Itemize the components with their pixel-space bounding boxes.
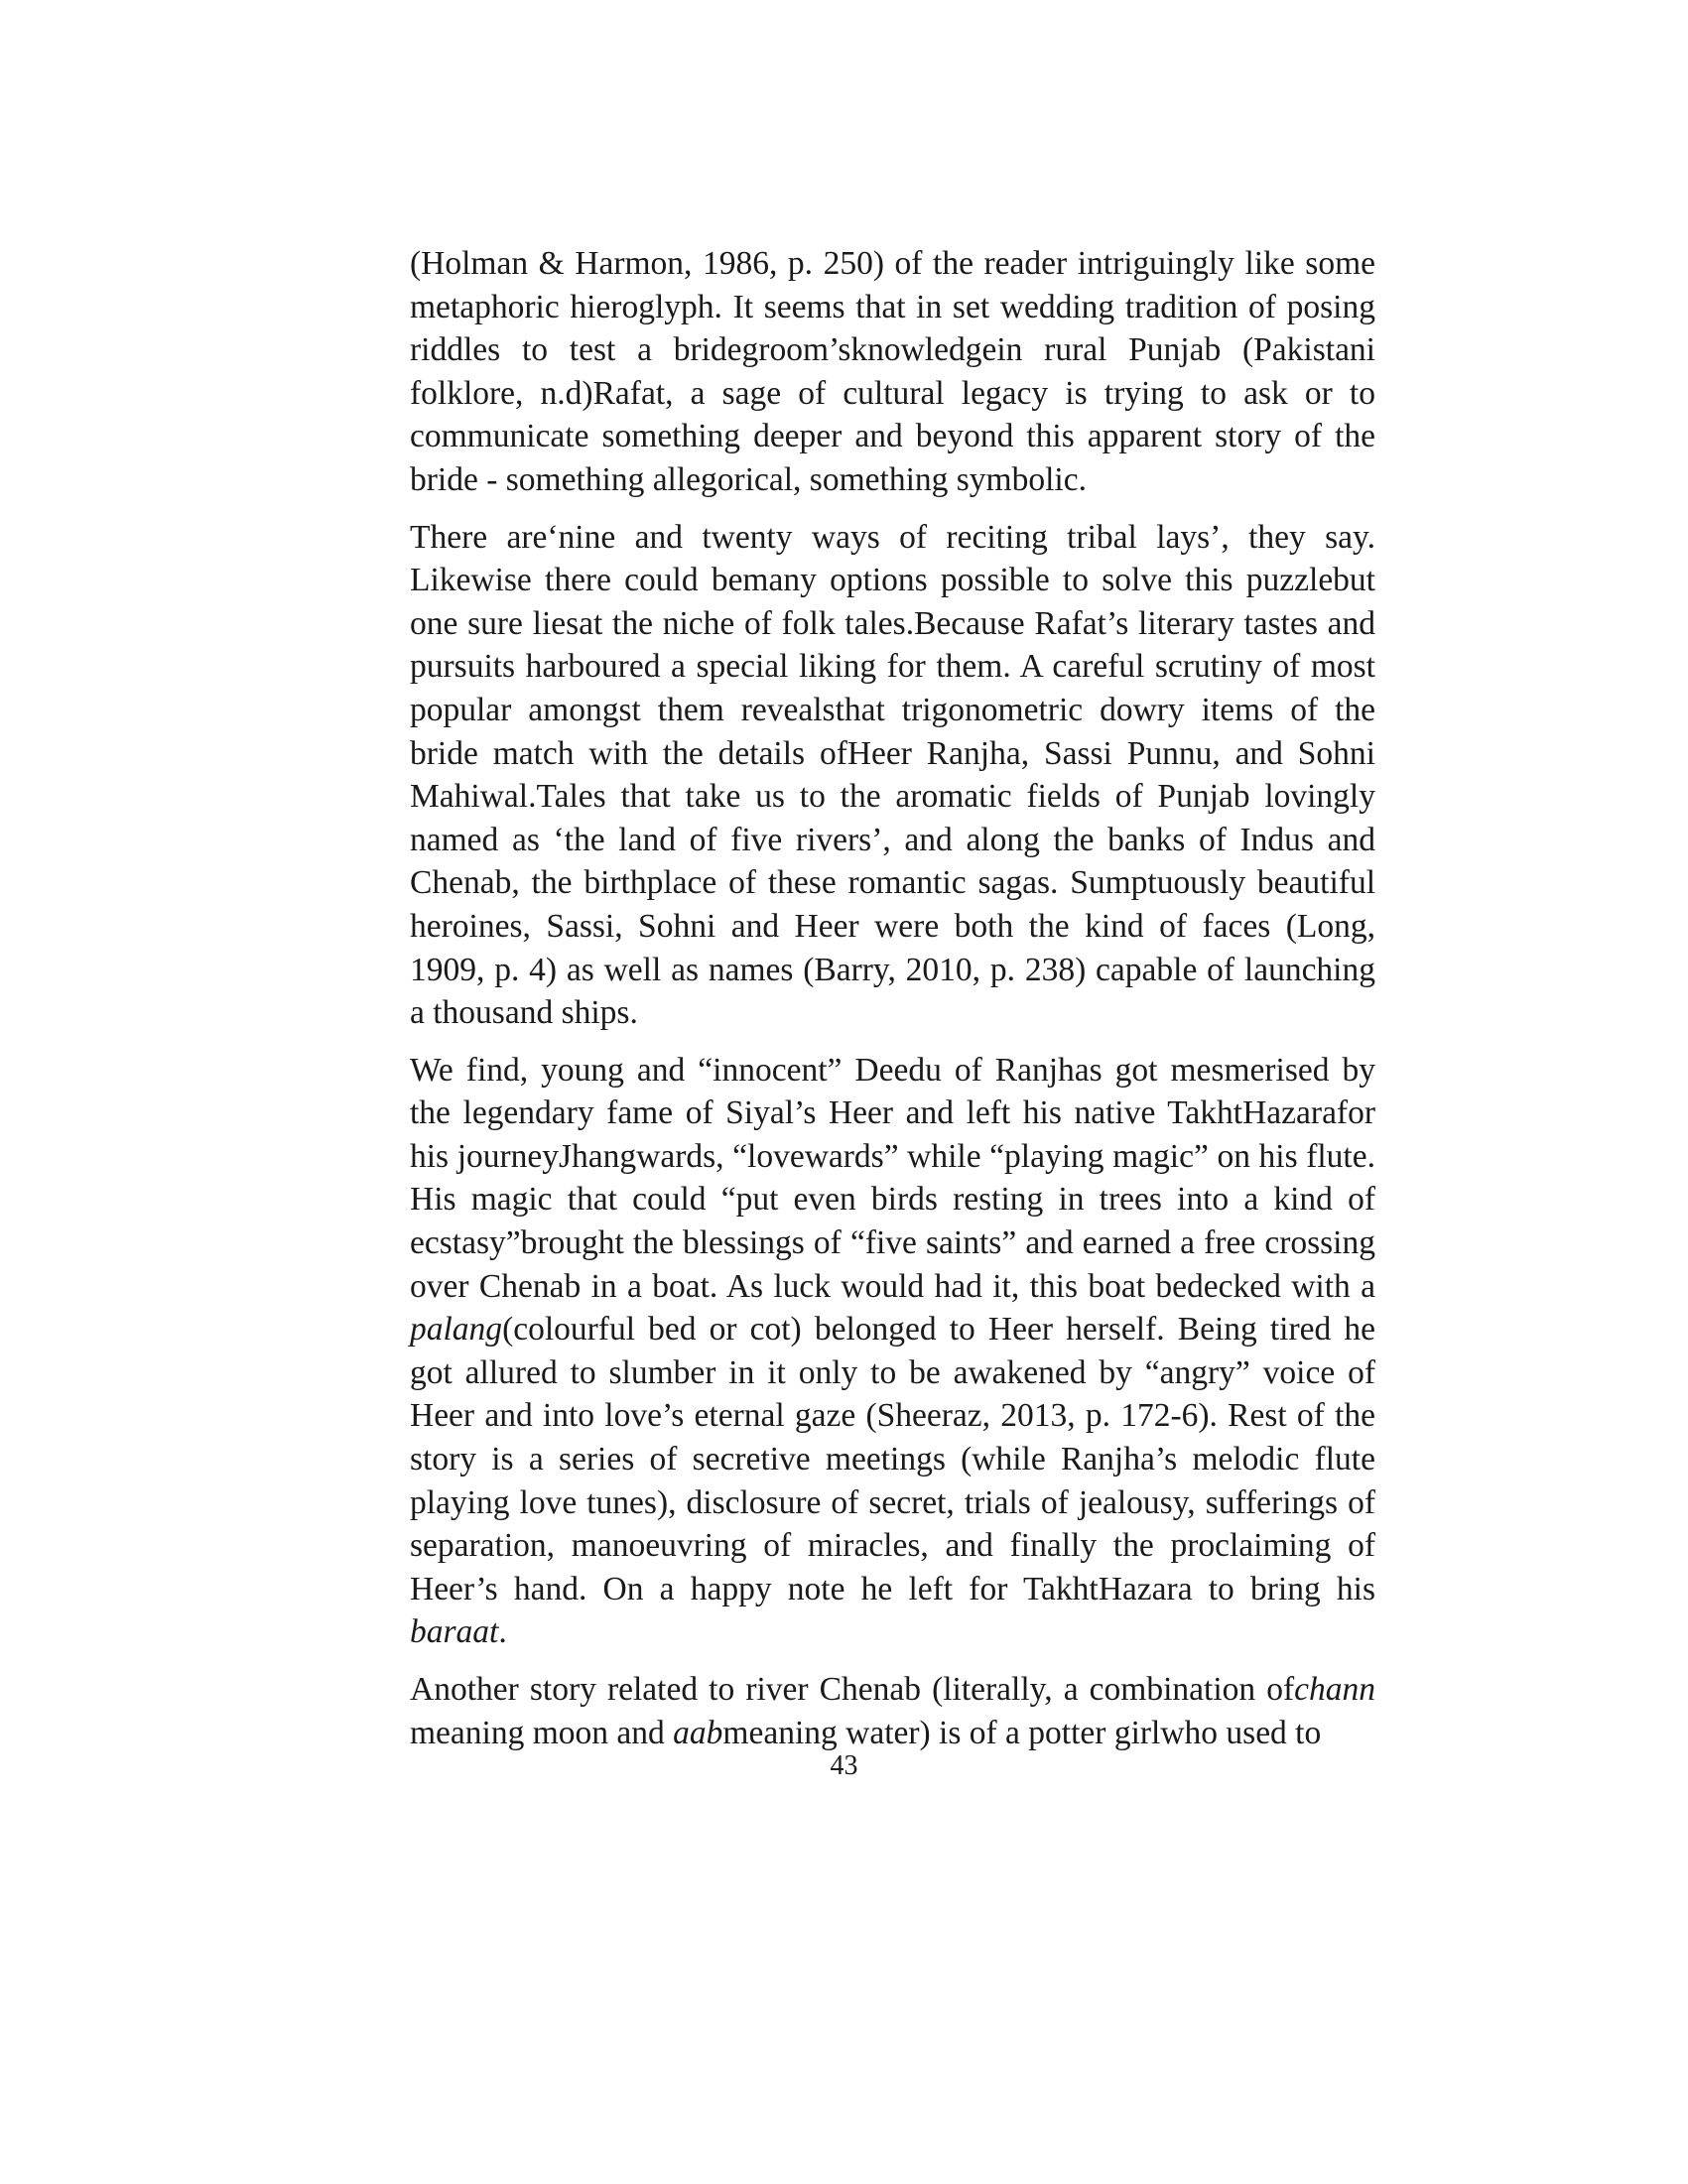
paragraph-4-text-a: Another story related to river Chenab (literally, a combination of xyxy=(410,1671,1295,1708)
paragraph-4 xyxy=(410,1668,1375,1754)
body-text xyxy=(410,242,1375,1768)
page-number: 43 xyxy=(830,1750,858,1781)
paragraph-1-text: (Holman & Harmon, 1986, p. 250) of the reader intriguingly like some metaphoric hieroglyph. It seems that in set wedding tradition of posing riddles to test a bridegroom’sknowledgein rural Punjab (Pakistani folklore, n.d)Rafat, a sage of cultural legacy is trying to ask or to communicate something deeper and beyond this apparent story of the bride - something allegorical, something symbolic. xyxy=(410,245,1375,498)
italic-term-baraat: baraat xyxy=(410,1613,499,1651)
paragraph-4-text-c: meaning water) is of a potter girlwho used to xyxy=(722,1714,1322,1751)
paragraph-1 xyxy=(410,242,1375,502)
paragraph-2 xyxy=(410,516,1375,1035)
italic-term-palang: palang xyxy=(410,1311,503,1349)
paragraph-2-text: There are‘nine and twenty ways of reciting tribal lays’, they say. Likewise there could bemany options possible to solve this puzzlebut one sure liesat the niche of folk tales.Because Rafat’s literary tastes and pursuits harboured a special liking for them. A careful scrutiny of most popular amongst them revealsthat trigonometric dowry items of the bride match with the details ofHeer Ranjha, Sassi Punnu, and Sohni Mahiwal.Tales that take us to the aromatic fields of Punjab lovingly named as ‘the land of five rivers’, and along the banks of Indus and Chenab, the birthplace of these romantic sagas. Sumptuously beautiful heroines, Sassi, Sohni and Heer were both the kind of faces (Long, 1909, p. 4) as well as names (Barry, 2010, p. 238) capable of launching a thousand ships. xyxy=(410,518,1375,1032)
italic-term-chann: chann xyxy=(1294,1671,1375,1708)
paragraph-3-text-b: (colourful bed or cot) belonged to Heer herself. Being tired he got allured to slumber in it only to be awakened by “angry” voice of Heer and into love’s eternal gaze (Sheeraz, 2013, p. 172-6). Rest of the story is a series of secretive meetings (while Ranjha’s melodic flute playing love tunes), disclosure of secret, trials of jealousy, sufferings of separation, manoeuvring of miracles, and finally the proclaiming of Heer’s hand. On a happy note he left for TakhtHazara to bring his xyxy=(410,1311,1375,1607)
paragraph-3-text-c: . xyxy=(498,1613,507,1651)
paragraph-3-text-a: We find, young and “innocent” Deedu of Ranjhas got mesmerised by the legendary fame of Siyal’s Heer and left his native TakhtHazarafor his journeyJhangwards, “lovewards” while “playing magic” on his flute. His magic that could “put even birds resting in trees into a kind of ecstasy”brought the blessings of “five saints” and earned a free crossing over Chenab in a boat. As luck would had it, this boat bedecked with a xyxy=(410,1051,1375,1305)
italic-term-aab: aab xyxy=(673,1714,723,1751)
paragraph-3 xyxy=(410,1049,1375,1654)
paragraph-4-text-b: meaning moon and xyxy=(410,1714,674,1751)
